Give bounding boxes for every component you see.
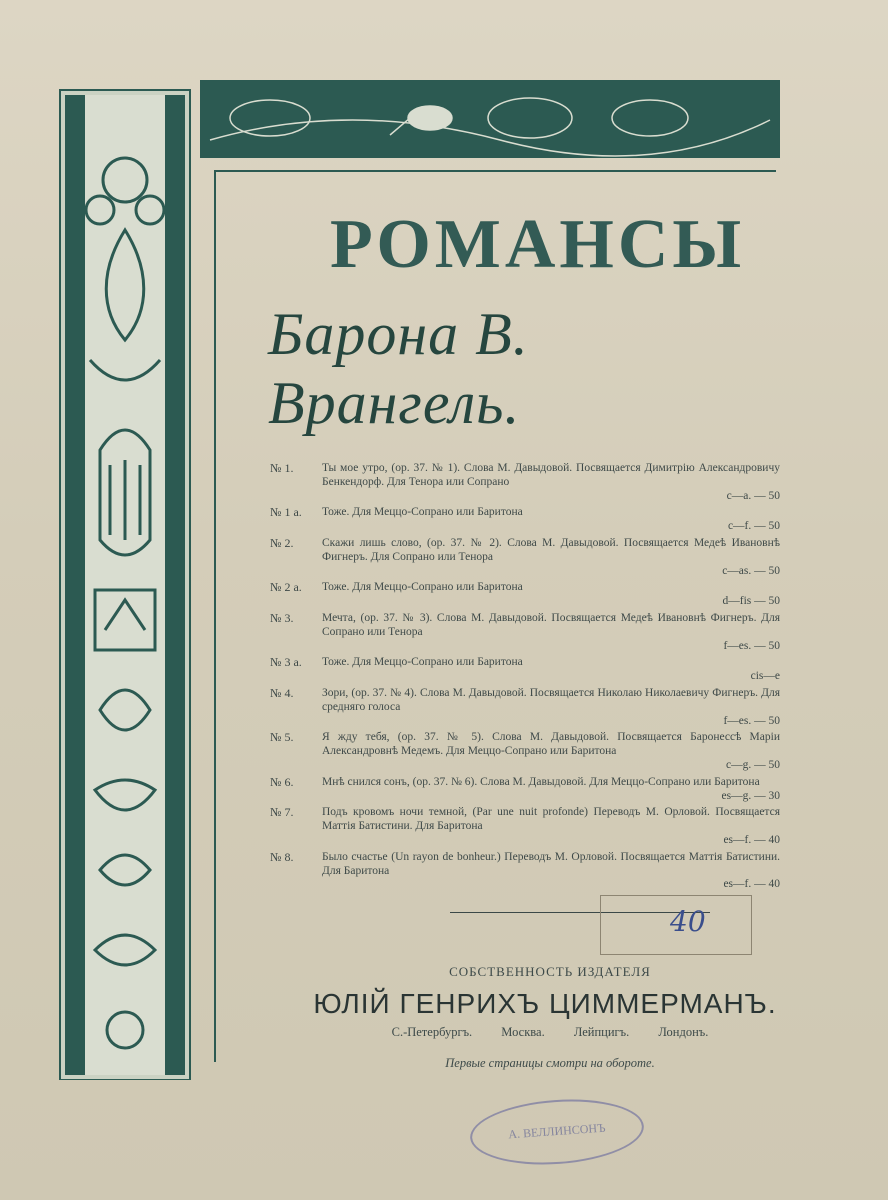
song-description: Тоже. Для Меццо-Сопрано или Баритона bbox=[322, 506, 523, 519]
song-key-price: c—f. — 50 bbox=[727, 520, 780, 533]
song-description: Я жду тебя, (op. 37. № 5). Слова М. Давыдовой. Посвящается Баронессѣ Маріи Александровнѣ Медемъ. Для Меццо-Сопрано или Баритона bbox=[322, 731, 780, 758]
left-ornament-border bbox=[40, 70, 200, 1080]
song-key-price: es—f. — 40 bbox=[723, 878, 780, 891]
song-description: Ты мое утро, (op. 37. № 1). Слова М. Давыдовой. Посвящается Димитрію Александровичу Бенкендорф. Для Тенора или Сопрано bbox=[322, 462, 780, 488]
song-key-price: d—fis — 50 bbox=[722, 595, 780, 608]
song-description: Было счастье (Un rayon de bonheur.) Переводъ М. Орловой. Посвящается Маттія Батистини. Для Баритона bbox=[322, 850, 780, 877]
song-description: Подъ кровомъ ночи темной, (Par une nuit profonde) Переводъ М. Орловой. Посвящается Маттія Батистини. Для Баритона bbox=[322, 806, 780, 833]
footer-note: Первые страницы смотри на обороте. bbox=[445, 1056, 655, 1070]
song-description: Зори, (op. 37. № 4). Слова М. Давыдовой. Посвящается Николаю Николаевичу Фигнеръ. Для средняго голоса bbox=[322, 686, 780, 713]
song-number: № 5. bbox=[270, 730, 294, 745]
song-description: Тоже. Для Меццо-Сопрано или Баритона bbox=[322, 581, 523, 594]
song-description: Тоже. Для Меццо-Сопрано или Баритона bbox=[322, 656, 523, 669]
city-name: С.-Петербургъ. bbox=[391, 1025, 473, 1039]
song-number: № 1. bbox=[270, 461, 294, 475]
song-number: № 4. bbox=[270, 685, 294, 700]
song-description: Мнѣ снился сонъ, (op. 37. № 6). Слова М. Давыдовой. Для Меццо-Сопрано или Баритона bbox=[322, 775, 760, 788]
song-number: № 2 а. bbox=[270, 580, 302, 595]
song-item bbox=[270, 506, 780, 534]
song-number: № 3 а. bbox=[270, 655, 302, 670]
song-item bbox=[270, 806, 780, 847]
top-ornament-band bbox=[200, 80, 780, 158]
song-key-price: f—es. — 50 bbox=[723, 639, 780, 652]
city-name: Лондонъ. bbox=[658, 1025, 709, 1039]
song-number: № 1 а. bbox=[270, 505, 302, 520]
song-item bbox=[270, 687, 780, 728]
owner-stamp: А. ВЕЛЛИНСОНЪ bbox=[468, 1094, 646, 1170]
song-item bbox=[270, 537, 780, 578]
song-item bbox=[270, 462, 780, 503]
song-number: № 3. bbox=[270, 610, 294, 625]
song-item bbox=[270, 581, 780, 609]
song-key-price: f—es. — 50 bbox=[723, 714, 780, 727]
song-number: № 8. bbox=[270, 849, 294, 864]
handwritten-mark: 40 bbox=[670, 905, 706, 938]
publisher-label: СОБСТВЕННОСТЬ ИЗДАТЕЛЯ bbox=[449, 964, 651, 979]
page-title: РОМАНСЫ bbox=[330, 206, 746, 283]
song-description: Мечта, (op. 37. № 3). Слова М. Давыдовой. Посвящается Медеѣ Ивановнѣ Фигнеръ. Для Сопрано или Тенора bbox=[322, 611, 780, 638]
city-name: Москва. bbox=[501, 1025, 545, 1039]
publisher-name: ЮЛІЙ ГЕНРИХЪ ЦИММЕРМАНЪ. bbox=[313, 988, 777, 1019]
song-number: № 2. bbox=[270, 535, 294, 550]
song-key-price: c—a. — 50 bbox=[726, 489, 780, 502]
song-key-price: es—f. — 40 bbox=[723, 833, 780, 846]
song-key-price: c—g. — 50 bbox=[726, 758, 780, 771]
song-number: № 6. bbox=[270, 774, 294, 789]
song-item bbox=[270, 656, 780, 684]
song-list bbox=[270, 462, 780, 895]
song-item bbox=[270, 851, 780, 892]
song-key-price: es—g. — 30 bbox=[721, 789, 780, 802]
song-item bbox=[270, 731, 780, 772]
publisher-cities bbox=[340, 1025, 760, 1040]
song-item bbox=[270, 612, 780, 653]
song-item bbox=[270, 776, 780, 804]
song-number: № 7. bbox=[270, 805, 294, 820]
composer-name: Барона В. Врангель. bbox=[268, 301, 529, 436]
city-name: Лейпцигъ. bbox=[573, 1025, 630, 1039]
song-key-price: c—as. — 50 bbox=[722, 564, 780, 577]
handwritten-price-box bbox=[600, 895, 750, 955]
song-description: Скажи лишь слово, (op. 37. № 2). Слова М. Давыдовой. Посвящается Медеѣ Ивановнѣ Фигнеръ. Для Сопрано или Тенора bbox=[322, 536, 780, 563]
song-key-price: cis—e bbox=[750, 670, 780, 683]
